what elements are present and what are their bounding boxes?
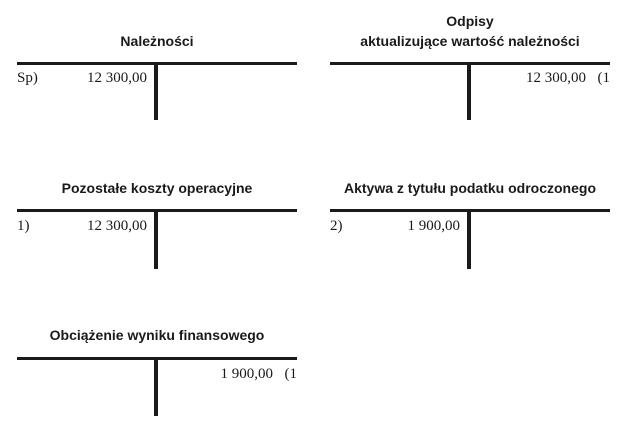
account-title: Należności — [120, 33, 194, 49]
debit-amount: 12 300,00 — [87, 70, 147, 86]
debit-amount: 12 300,00 — [87, 218, 147, 234]
debit-amount: 1 900,00 — [407, 218, 460, 234]
account-vertical-line — [154, 357, 158, 416]
account-title: Obciążenie wyniku finansowego — [49, 327, 265, 343]
credit-amount: 1 900,00 — [220, 366, 273, 382]
account-title-line1: Odpisy — [446, 13, 494, 29]
account-vertical-line — [467, 209, 471, 269]
t-account-aktywa-podatek — [330, 0, 610, 270]
debit-ref: Sp) — [17, 70, 38, 86]
account-title-line2: aktualizujące wartość należności — [360, 33, 580, 49]
debit-ref: 2) — [330, 218, 343, 234]
credit-amount: 12 300,00 — [526, 70, 586, 86]
account-title: Aktywa z tytułu podatku odroczonego — [343, 180, 596, 196]
t-account-obciazenie-wyniku — [17, 0, 297, 416]
credit-ref: (1 — [597, 70, 610, 86]
debit-ref: 1) — [17, 218, 30, 234]
account-title: Pozostałe koszty operacyjne — [61, 180, 253, 196]
credit-ref: (1 — [284, 366, 297, 382]
